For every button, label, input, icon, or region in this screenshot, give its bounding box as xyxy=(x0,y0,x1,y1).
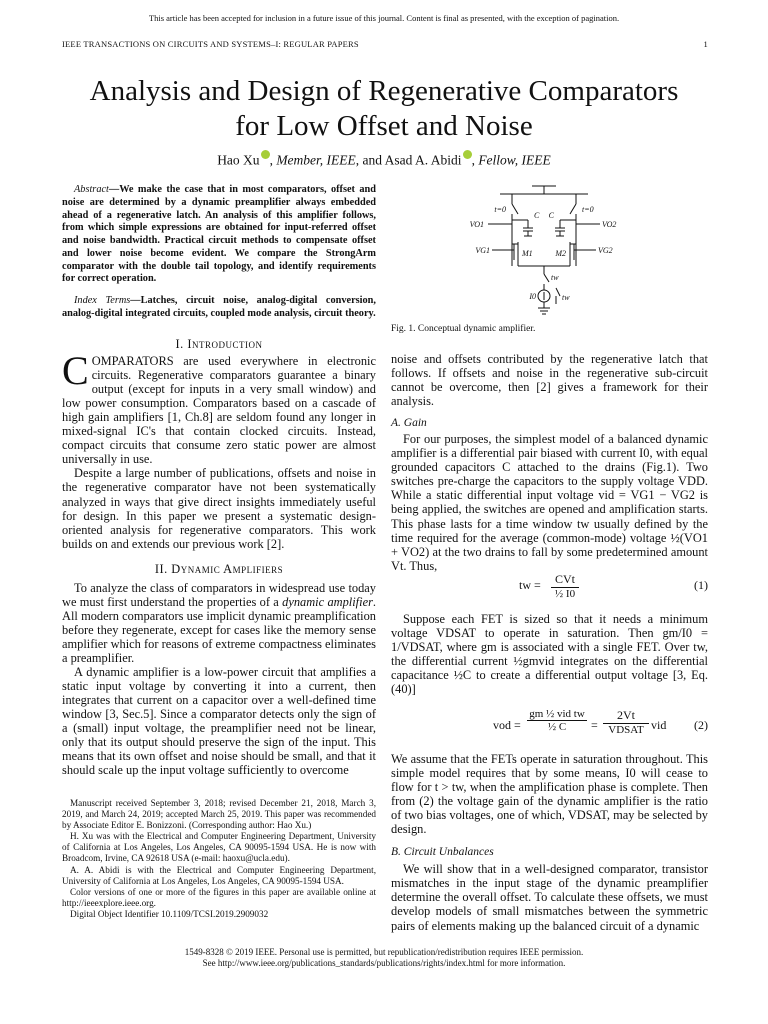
dynamic-paragraph-1: To analyze the class of comparators in widespread use today we must first understand the properties of a dynamic amplifier. All modern comparators use implicit dynamic preamplification before they regenerate, except for cases like the memory sense amplifier which for reasons of extreme compactness eliminates a preamplifier. xyxy=(62,580,377,665)
eq1-number: (1) xyxy=(694,578,708,592)
circuit-figure xyxy=(470,180,630,320)
label-m2: M2 xyxy=(555,249,566,258)
footnote-color: Color versions of one or more of the figures in this paper are available online at http://ieeexplore.ieee.org. xyxy=(62,886,376,908)
label-vg1: VG1 xyxy=(475,246,490,255)
abstract-label: Abstract xyxy=(74,184,109,195)
label-c1: C xyxy=(534,211,540,220)
eq2-denominator-1: ½ C xyxy=(527,720,587,733)
author-and: , and xyxy=(355,152,385,168)
footnote-manuscript: Manuscript received September 3, 2018; revised December 21, 2018, March 3, 2019, and March 24, 2019; accepted March 25, 2019. This paper was recommended by Associate Editor E. Bonizzoni. (Corresponding author: Hao Xu.) xyxy=(62,798,376,831)
eq2-fraction-2 xyxy=(603,708,649,736)
subsection-heading-unbalances: B. Circuit Unbalances xyxy=(391,846,494,859)
switch-left xyxy=(512,204,518,214)
footnote-abidi: A. A. Abidi is with the Electrical and Computer Engineering Department, University of California at Los Angeles, Los Angeles, CA 90095-1594 USA. xyxy=(62,864,376,886)
label-vg2: VG2 xyxy=(598,246,613,255)
subsection-heading-gain: A. Gain xyxy=(391,417,427,430)
gain-paragraph-3: We assume that the FETs operate in saturation throughout. This simple model requires that by some means, I0 will cease to flow for t > tw, when the amplification phase is complete. Then from (2) the voltage gain of the dynamic amplifier is the ratio of two bias voltages, one of which, VDSAT, may be selected by design. xyxy=(391,752,708,837)
label-t0-left: t=0 xyxy=(494,205,506,214)
eq1-fraction xyxy=(551,572,579,600)
switch-right xyxy=(570,204,576,214)
label-c2: C xyxy=(548,211,554,220)
eq1-denominator: ½ I0 xyxy=(551,587,579,600)
label-i0: I0 xyxy=(529,292,536,301)
right-paragraph-0: noise and offsets contributed by the regenerative latch that follows. If offsets and noise in the regenerative sub-circuit cannot be overcome, then [2] gives a framework for their analysis. xyxy=(391,352,708,409)
label-m1: M1 xyxy=(522,249,533,258)
figure-caption: Fig. 1. Conceptual dynamic amplifier. xyxy=(391,324,536,334)
right-column-middle xyxy=(391,612,708,696)
intro-paragraph-2: Despite a large number of publications, offsets and noise in the regenerative comparator have not been systematically analyzed in ways that give direct insights immediately useful for design. In this paper we present a systematic design-oriented analysis for regenerative comparators. This work builds on and extends our previous work [2]. xyxy=(62,466,376,551)
dynamic-paragraph-2: A dynamic amplifier is a low-power circuit that amplifies a static input voltage by converting it into a current, then integrates that current on a capacitor over a well-defined time window [3, Sec.5]. Since a comparator detects only the sign of a (small) input voltage, the preamplifier need not be linear, only that its output should preserve the sign of the input. This means that its own offset and noise should be small, and that it should scale up the input voltage sufficiently to overcome xyxy=(62,665,376,778)
eq1-numerator: CVt xyxy=(554,572,575,586)
footnote xyxy=(62,798,376,920)
eq2-lhs: vod = xyxy=(493,718,521,732)
title-line-2: for Low Offset and Noise xyxy=(235,110,533,142)
eq2-numerator-2: 2Vt xyxy=(617,708,635,722)
copyright-line-2: See http://www.ieee.org/publications_standards/publications/rights/index.html for more information. xyxy=(202,958,566,968)
running-header xyxy=(62,39,708,49)
author-1-role: Member, IEEE xyxy=(276,152,356,168)
label-vo1: VO1 xyxy=(470,220,484,229)
acceptance-notice: This article has been accepted for inclusion in a future issue of this journal. Content is final as presented, with the exception of pagination. xyxy=(148,13,620,23)
section-heading-introduction: I. Introduction xyxy=(175,337,263,351)
eq2-equals: = xyxy=(591,718,598,732)
switch-tail xyxy=(544,274,549,282)
author-2: Asad A. Abidi xyxy=(384,152,462,168)
title-line-1: Analysis and Design of Regenerative Comparators xyxy=(89,75,679,107)
section-heading-dynamic-amplifiers: II. Dynamic Amplifiers xyxy=(154,561,284,576)
label-tw-1: tw xyxy=(551,273,559,282)
journal-name: IEEE TRANSACTIONS ON CIRCUITS AND SYSTEMS–I: REGULAR PAPERS xyxy=(62,39,359,49)
gain-paragraph-2: Suppose each FET is sized so that it needs a minimum voltage VDSAT to operate in saturation. Then gm/I0 = 1/VDSAT, where gm is associated with a single FET. Over tw, the differential current ½gmvid integrates on the differential capacitance ½C to create a differential output voltage [3, Eq. (40)] xyxy=(391,612,708,697)
footnote-xu: H. Xu was with the Electrical and Computer Engineering Department, University of California at Los Angeles, Los Angeles, CA 90095-1594 USA. He is now with Broadcom, Irvine, CA 92618 USA (e-mail: haoxu@ucla.edu). xyxy=(62,831,376,864)
eq2-number: (2) xyxy=(694,718,708,732)
eq1-lhs: tw = xyxy=(519,578,541,592)
author-line: Hao Xu , Member, IEEE, and Asad A. Abidi , Fellow, IEEE xyxy=(0,150,768,169)
eq2-denominator-2: VDSAT xyxy=(603,723,649,736)
eq2-rhs: vid xyxy=(651,718,667,732)
drop-cap: C xyxy=(62,348,89,394)
index-terms-label: Index Terms xyxy=(74,295,131,306)
right-column-bottom xyxy=(391,752,708,933)
intro-paragraph-1: OMPARATORS are used everywhere in electronic circuits. Regenerative comparators guarantee a binary output (except for inputs in a very small window) and low power consumption. Comparators based on a cascade of high gain amplifiers [1, Ch.8] are seldom found any longer in mixed-signal IC's that contain clocked circuits. Instead, compact circuits that consume zero static power are almost universally in use. xyxy=(62,354,376,467)
paper-title xyxy=(40,74,728,144)
author-2-role: Fellow, IEEE xyxy=(478,152,551,168)
gain-paragraph-1: For our purposes, the simplest model of a balanced dynamic amplifier is a differential pair biased with current I0, with equal grounded capacitors C attached to the drains (Fig.1). Two switches pre-charge the capacitors to the supply voltage VDD. While a static differential input voltage vid = VG1 − VG2 is being applied, the switches are opened and amplification starts. This phase lasts for a time window tw usually defined by the time required for the average (common-mode) voltage ½(VO1 + VO2) at the two drains to fall by some predetermined amount Vt. Thus, xyxy=(391,432,708,573)
index-terms: Index Terms—Latches, circuit noise, analog-digital conversion, analog-digital integrated circuits, coupled mode analysis, circuit theory. xyxy=(62,295,376,319)
label-tw-2: tw xyxy=(562,293,570,302)
orcid-icon[interactable] xyxy=(463,150,472,159)
left-column-body xyxy=(62,337,376,777)
copyright-line-1: 1549-8328 © 2019 IEEE. Personal use is permitted, but republication/redistribution requires IEEE permission. xyxy=(184,947,584,957)
label-t0-right: t=0 xyxy=(582,205,594,214)
unbalances-paragraph-1: We will show that in a well-designed comparator, transistor mismatches in the input stage of the dynamic preamplifier determine the overall offset. To calculate these offsets, we must develop models of small mismatches between the symmetric pairs of elements making up the balanced circuit of a dynamic xyxy=(391,862,708,933)
abstract: Abstract—We make the case that in most comparators, offset and noise are determined by a dynamic preamplifier always embedded ahead of a regenerative latch. An analysis of this amplifier follows, from which simple expressions are obtained for input-referred offset and noise bandwidth. Practical circuit methods to compensate offset and lower noise become evident. We compare the StrongArm comparator with the double tail topology, and identify requirements for correct operation. xyxy=(62,184,376,285)
index-terms-text: Latches, circuit noise, analog-digital conversion, analog-digital integrated circuits, coupled mode analysis, circuit theory. xyxy=(62,295,376,319)
eq2-numerator-1: gm ½ vid tw xyxy=(529,708,585,720)
switch-bottom xyxy=(556,288,560,296)
footnote-doi: Digital Object Identifier 10.1109/TCSI.2019.2909032 xyxy=(70,908,269,919)
orcid-icon[interactable] xyxy=(261,150,270,159)
label-vo2: VO2 xyxy=(602,220,617,229)
abstract-text: We make the case that in most comparators, offset and noise are determined by a dynamic preamplifier always embedded ahead of a regenerative latch. An analysis of this amplifier follows, from which simple expressions are obtained for input-referred offset and noise bandwidth. Practical circuit methods to compensate offset and lower noise become evident. We compare the StrongArm comparator with the double tail topology, and identify requirements for correct operation. xyxy=(62,184,376,285)
right-column-top xyxy=(391,352,708,573)
page-number: 1 xyxy=(703,39,708,49)
copyright-footer xyxy=(0,947,768,969)
author-1: Hao Xu xyxy=(217,152,260,168)
eq2-fraction-1 xyxy=(527,708,587,733)
